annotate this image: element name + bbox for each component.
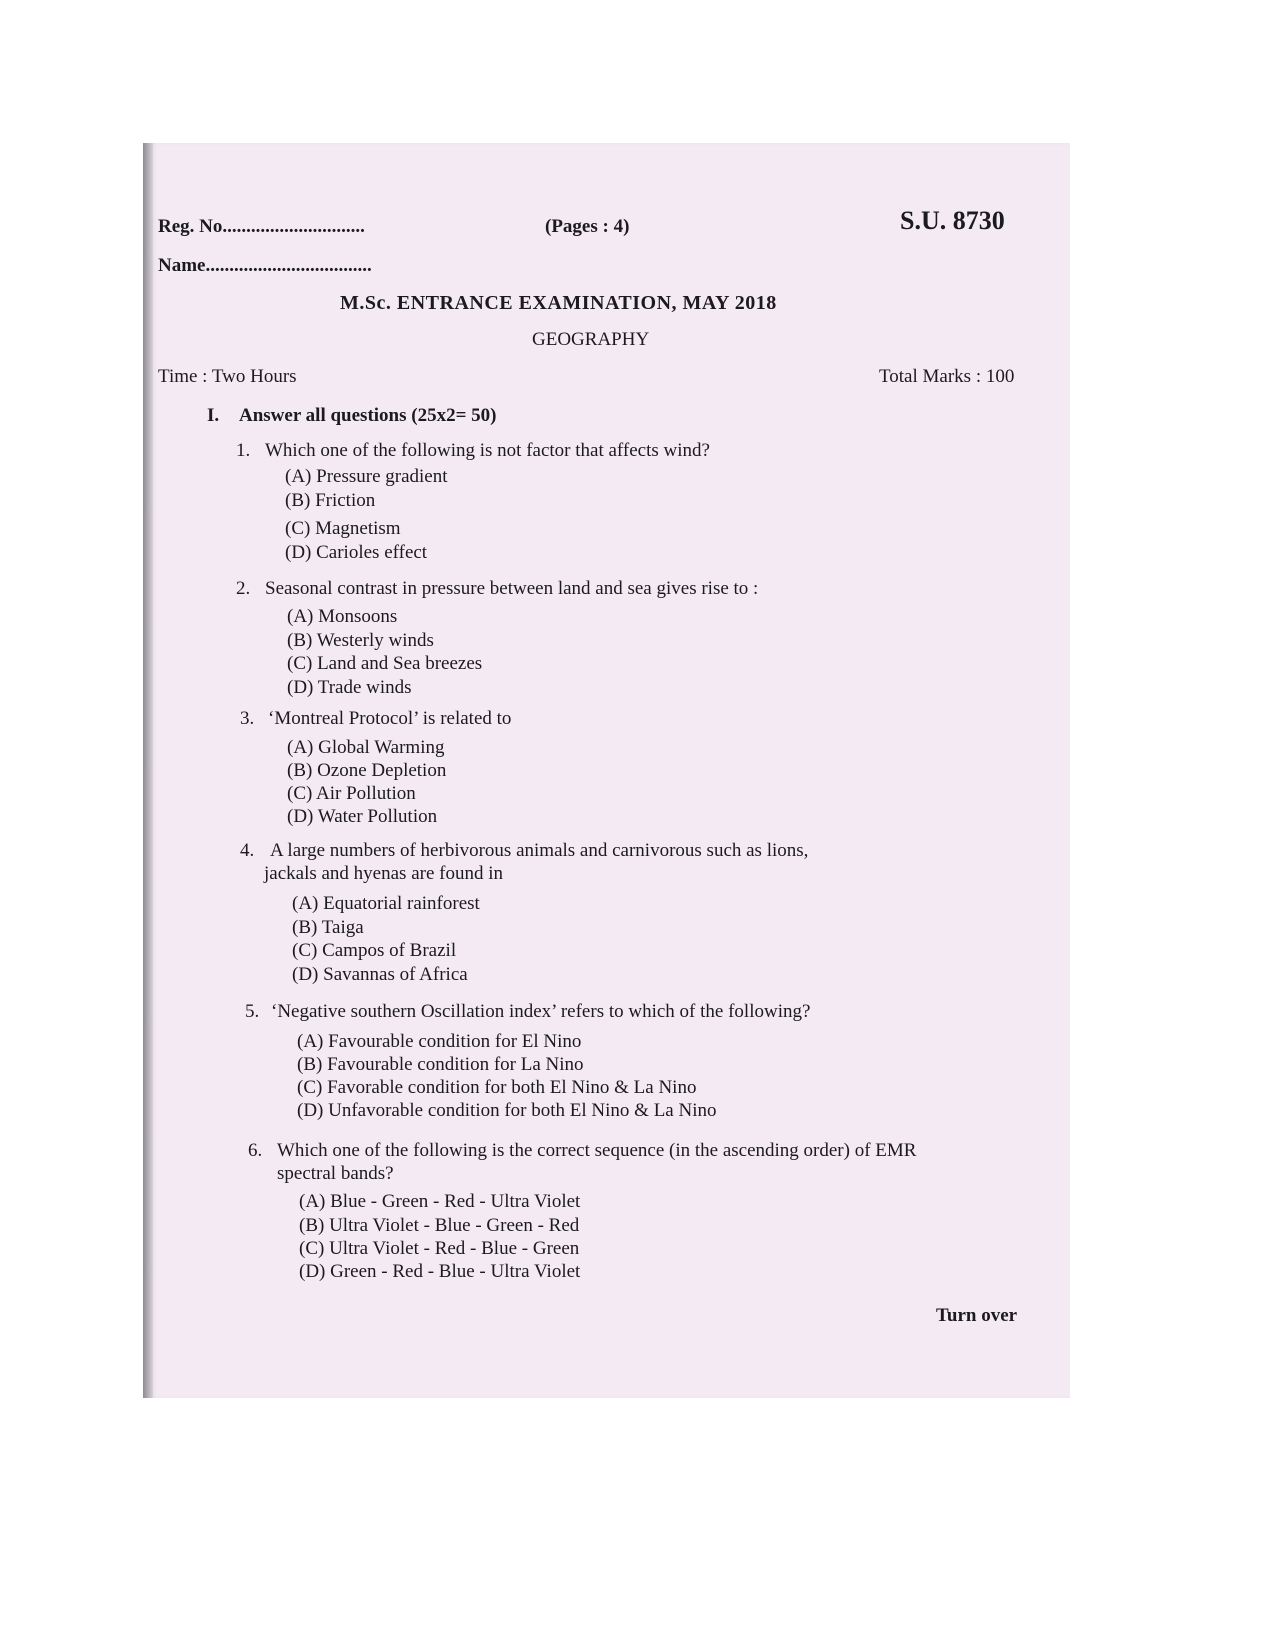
section-number: I. (207, 405, 220, 426)
answer-option: (A) Pressure gradient (285, 466, 448, 487)
turn-over-note: Turn over (936, 1305, 1018, 1326)
answer-option: (C) Ultra Violet - Red - Blue - Green (299, 1238, 580, 1259)
question-number: 2. (236, 578, 251, 599)
answer-option: (A) Global Warming (287, 737, 445, 758)
answer-option: (A) Monsoons (287, 606, 398, 627)
answer-option: (D) Savannas of Africa (292, 964, 468, 985)
answer-option: (C) Magnetism (285, 518, 401, 539)
question-text: Which one of the following is not factor that affects wind? (265, 440, 710, 461)
time-allowed: Time : Two Hours (158, 366, 297, 387)
answer-option: (C) Land and Sea breezes (287, 653, 483, 674)
answer-option: (D) Water Pollution (287, 806, 438, 827)
question-text: ‘Montreal Protocol’ is related to (268, 708, 512, 729)
answer-option: (B) Friction (285, 490, 376, 511)
question-text: spectral bands? (277, 1163, 394, 1184)
pages-count: (Pages : 4) (545, 216, 630, 237)
name-field: Name................................... (158, 255, 372, 276)
answer-option: (C) Air Pollution (287, 783, 416, 804)
question-number: 6. (248, 1140, 263, 1161)
answer-option: (A) Blue - Green - Red - Ultra Violet (299, 1191, 581, 1212)
reg-no-field: Reg. No.............................. (158, 216, 365, 237)
question-text: jackals and hyenas are found in (264, 863, 503, 884)
exam-title: M.Sc. ENTRANCE EXAMINATION, MAY 2018 (340, 292, 777, 314)
answer-option: (D) Carioles effect (285, 542, 428, 563)
answer-option: (B) Ultra Violet - Blue - Green - Red (299, 1215, 580, 1236)
question-text: ‘Negative southern Oscillation index’ refers to which of the following? (271, 1001, 811, 1022)
question-number: 4. (240, 840, 255, 861)
answer-option: (B) Taiga (292, 917, 364, 938)
paper-code: S.U. 8730 (900, 206, 1005, 235)
answer-option: (C) Campos of Brazil (292, 940, 457, 961)
total-marks: Total Marks : 100 (879, 366, 1015, 387)
answer-option: (B) Westerly winds (287, 630, 434, 651)
answer-option: (A) Equatorial rainforest (292, 893, 480, 914)
answer-option: (B) Favourable condition for La Nino (297, 1054, 584, 1075)
answer-option: (A) Favourable condition for El Nino (297, 1031, 582, 1052)
section-instruction: Answer all questions (25x2= 50) (239, 405, 497, 426)
answer-option: (B) Ozone Depletion (287, 760, 447, 781)
answer-option: (D) Unfavorable condition for both El Nino & La Nino (297, 1100, 717, 1121)
question-text: Seasonal contrast in pressure between land and sea gives rise to : (265, 578, 759, 599)
answer-option: (D) Green - Red - Blue - Ultra Violet (299, 1261, 581, 1282)
question-number: 1. (236, 440, 251, 461)
subject-title: GEOGRAPHY (532, 329, 650, 350)
answer-option: (C) Favorable condition for both El Nino & La Nino (297, 1077, 697, 1098)
question-number: 5. (245, 1001, 260, 1022)
question-text: A large numbers of herbivorous animals and carnivorous such as lions, (270, 840, 809, 861)
question-number: 3. (240, 708, 255, 729)
answer-option: (D) Trade winds (287, 677, 412, 698)
question-text: Which one of the following is the correct sequence (in the ascending order) of EMR (277, 1140, 917, 1161)
